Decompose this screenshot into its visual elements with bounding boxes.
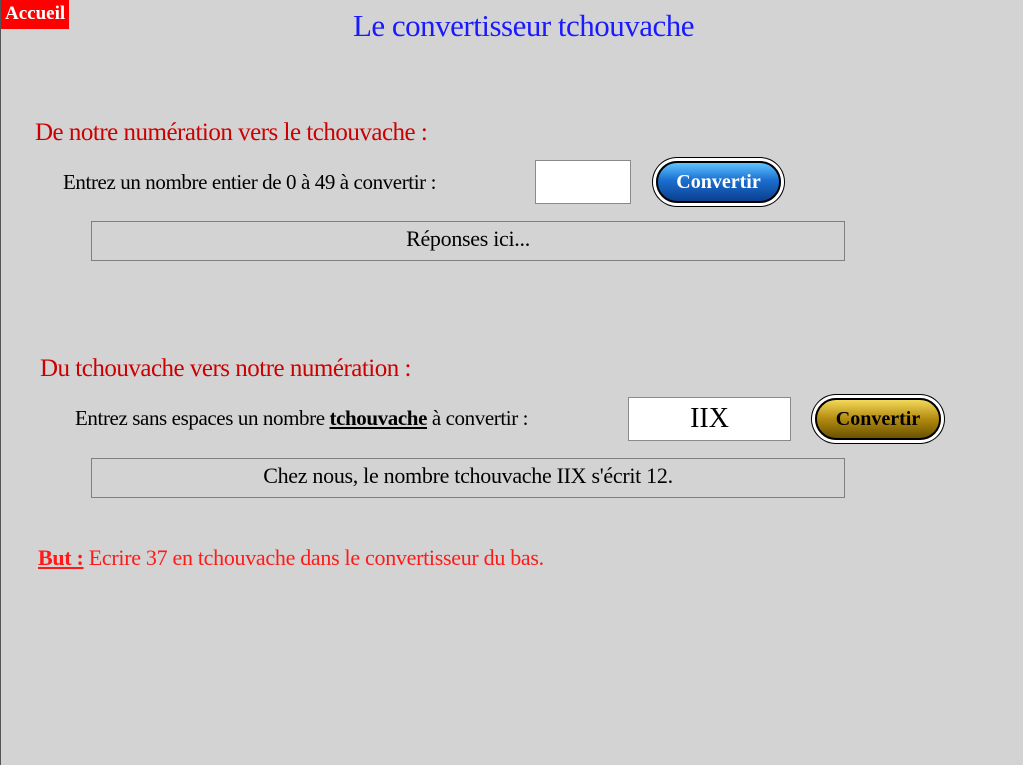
section-heading-from-tchouvache: Du tchouvache vers notre numération : (40, 355, 411, 382)
prompt-text-before: Entrez sans espaces un nombre (75, 406, 330, 430)
result-from-tchouvache: Chez nous, le nombre tchouvache IIX s'écrit 12. (91, 458, 845, 498)
tchouvache-number-input[interactable] (628, 397, 791, 441)
convert-to-tchouvache-button[interactable]: Convertir (656, 161, 781, 203)
decimal-number-input[interactable] (535, 160, 631, 204)
goal-label: But : (38, 545, 84, 570)
section-heading-to-tchouvache: De notre numération vers le tchouvache : (35, 119, 428, 146)
prompt-tchouvache-input (75, 406, 528, 431)
home-link[interactable]: Accueil (1, 0, 69, 29)
prompt-decimal-input: Entrez un nombre entier de 0 à 49 à convertir : (63, 170, 437, 194)
result-to-tchouvache: Réponses ici... (91, 221, 845, 261)
prompt-bold-word: tchouvache (329, 406, 427, 430)
goal-text: Ecrire 37 en tchouvache dans le convertisseur du bas. (83, 545, 544, 570)
prompt-text-after: à convertir : (427, 406, 529, 430)
convert-from-tchouvache-button[interactable]: Convertir (815, 398, 941, 440)
goal-statement (38, 545, 544, 571)
page-title: Le convertisseur tchouvache (352, 8, 695, 43)
